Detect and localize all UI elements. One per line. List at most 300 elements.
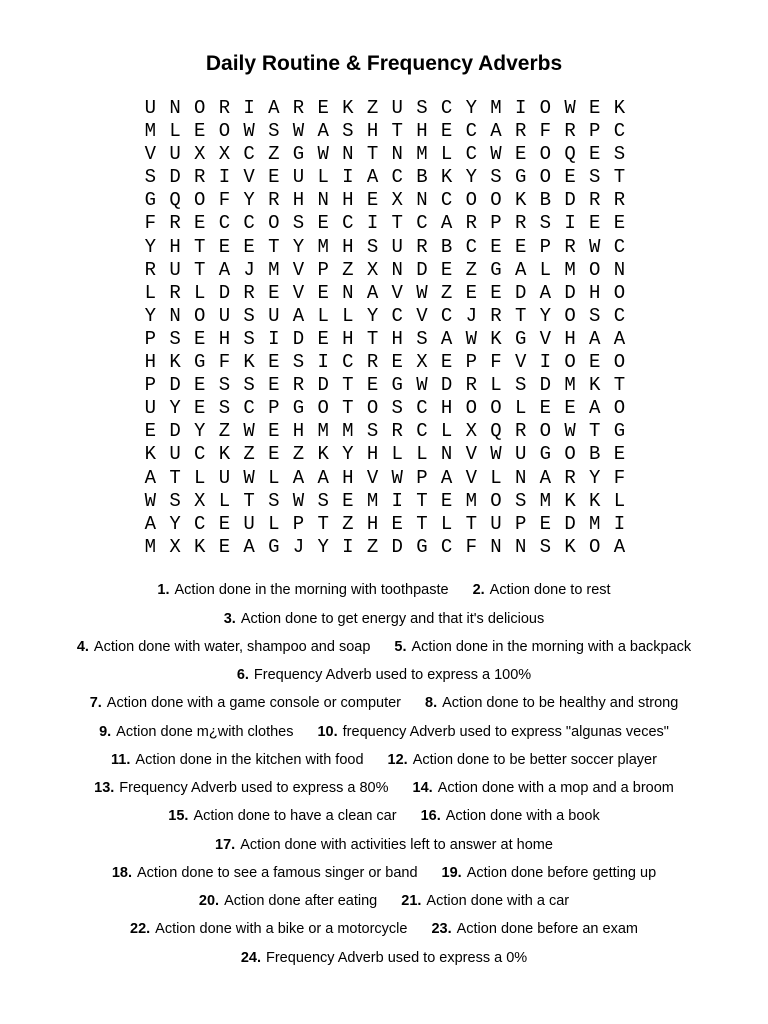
grid-letter[interactable]: Q <box>564 143 576 166</box>
grid-letter[interactable]: D <box>564 189 576 212</box>
grid-letter[interactable]: N <box>169 97 181 119</box>
grid-letter[interactable]: C <box>391 166 403 189</box>
grid-letter[interactable]: G <box>490 258 502 281</box>
grid-letter[interactable]: G <box>292 397 305 420</box>
grid-letter[interactable]: Q <box>169 189 181 212</box>
grid-letter[interactable]: W <box>243 420 255 443</box>
grid-letter[interactable]: O <box>317 397 329 420</box>
grid-letter[interactable]: D <box>514 281 527 304</box>
grid-letter[interactable]: R <box>218 97 231 119</box>
grid-letter[interactable]: Z <box>342 512 354 535</box>
grid-letter[interactable]: M <box>342 420 354 443</box>
grid-letter[interactable]: I <box>218 166 231 189</box>
grid-letter[interactable]: O <box>465 397 477 420</box>
grid-letter[interactable]: I <box>391 489 403 512</box>
grid-letter[interactable]: D <box>564 281 576 304</box>
grid-letter[interactable]: C <box>465 120 477 143</box>
grid-letter[interactable]: V <box>292 281 305 304</box>
grid-letter[interactable]: H <box>366 443 379 466</box>
grid-letter[interactable]: E <box>194 397 206 420</box>
grid-letter[interactable]: O <box>564 304 576 327</box>
grid-letter[interactable]: O <box>194 189 206 212</box>
grid-letter[interactable]: E <box>218 512 231 535</box>
grid-letter[interactable]: L <box>613 489 626 512</box>
grid-letter[interactable]: P <box>268 397 280 420</box>
grid-letter[interactable]: E <box>366 189 379 212</box>
grid-letter[interactable]: R <box>391 420 403 443</box>
grid-letter[interactable]: X <box>366 258 379 281</box>
grid-letter[interactable]: T <box>391 212 403 235</box>
grid-letter[interactable]: S <box>366 235 379 258</box>
grid-letter[interactable]: U <box>169 258 181 281</box>
grid-letter[interactable]: S <box>243 374 255 397</box>
grid-letter[interactable]: V <box>243 166 255 189</box>
grid-letter[interactable]: R <box>243 281 255 304</box>
grid-letter[interactable]: H <box>416 120 428 143</box>
grid-letter[interactable]: Y <box>243 189 255 212</box>
grid-letter[interactable]: Y <box>465 97 477 119</box>
grid-letter[interactable]: I <box>564 212 576 235</box>
grid-letter[interactable]: A <box>539 281 552 304</box>
grid-letter[interactable]: X <box>169 535 181 558</box>
grid-letter[interactable]: A <box>514 258 527 281</box>
grid-letter[interactable]: E <box>268 281 280 304</box>
grid-letter[interactable]: L <box>144 281 157 304</box>
grid-letter[interactable]: T <box>194 235 206 258</box>
grid-letter[interactable]: P <box>144 327 157 350</box>
grid-letter[interactable]: P <box>465 351 477 374</box>
grid-letter[interactable]: K <box>243 351 255 374</box>
grid-letter[interactable]: T <box>613 374 626 397</box>
grid-letter[interactable]: N <box>317 189 329 212</box>
grid-letter[interactable]: Y <box>539 304 552 327</box>
grid-letter[interactable]: O <box>218 120 231 143</box>
grid-letter[interactable]: W <box>317 143 329 166</box>
grid-letter[interactable]: S <box>144 166 157 189</box>
grid-letter[interactable]: O <box>539 97 552 119</box>
grid-letter[interactable]: H <box>342 466 354 489</box>
grid-letter[interactable]: N <box>490 535 502 558</box>
grid-letter[interactable]: S <box>218 397 231 420</box>
grid-letter[interactable]: A <box>317 120 329 143</box>
grid-letter[interactable]: L <box>342 304 354 327</box>
grid-letter[interactable]: G <box>194 351 206 374</box>
grid-letter[interactable]: R <box>465 212 477 235</box>
grid-letter[interactable]: O <box>564 443 576 466</box>
grid-letter[interactable]: P <box>317 258 329 281</box>
grid-letter[interactable]: O <box>589 258 601 281</box>
grid-letter[interactable]: L <box>514 397 527 420</box>
grid-letter[interactable]: E <box>342 489 354 512</box>
grid-letter[interactable]: P <box>292 512 305 535</box>
grid-letter[interactable]: A <box>268 97 280 119</box>
grid-letter[interactable]: O <box>366 397 379 420</box>
grid-letter[interactable]: E <box>514 143 527 166</box>
grid-letter[interactable]: S <box>416 97 428 119</box>
grid-letter[interactable]: M <box>144 120 157 143</box>
grid-letter[interactable]: Z <box>268 143 280 166</box>
grid-letter[interactable]: R <box>564 466 576 489</box>
grid-letter[interactable]: Z <box>243 443 255 466</box>
grid-letter[interactable]: S <box>243 304 255 327</box>
grid-letter[interactable]: F <box>144 212 157 235</box>
grid-letter[interactable]: Z <box>366 535 379 558</box>
grid-letter[interactable]: X <box>194 143 206 166</box>
grid-letter[interactable]: Y <box>194 420 206 443</box>
grid-letter[interactable]: F <box>218 351 231 374</box>
grid-letter[interactable]: O <box>589 535 601 558</box>
grid-letter[interactable]: A <box>539 466 552 489</box>
grid-letter[interactable]: R <box>514 212 527 235</box>
grid-letter[interactable]: H <box>366 512 379 535</box>
grid-letter[interactable]: V <box>416 304 428 327</box>
grid-letter[interactable]: C <box>465 235 477 258</box>
grid-letter[interactable]: S <box>514 489 527 512</box>
grid-letter[interactable]: E <box>194 212 206 235</box>
grid-letter[interactable]: M <box>589 512 601 535</box>
grid-letter[interactable]: E <box>194 374 206 397</box>
grid-letter[interactable]: W <box>490 143 502 166</box>
grid-letter[interactable]: N <box>391 258 403 281</box>
grid-letter[interactable]: E <box>366 374 379 397</box>
grid-letter[interactable]: L <box>194 281 206 304</box>
grid-letter[interactable]: L <box>490 374 502 397</box>
grid-letter[interactable]: O <box>564 351 576 374</box>
grid-letter[interactable]: N <box>613 258 626 281</box>
grid-letter[interactable]: R <box>144 258 157 281</box>
grid-letter[interactable]: E <box>194 120 206 143</box>
grid-letter[interactable]: I <box>342 535 354 558</box>
grid-letter[interactable]: H <box>342 189 354 212</box>
grid-letter[interactable]: G <box>292 143 305 166</box>
grid-letter[interactable]: C <box>613 304 626 327</box>
grid-letter[interactable]: A <box>440 466 453 489</box>
grid-letter[interactable]: C <box>391 304 403 327</box>
grid-letter[interactable]: I <box>366 212 379 235</box>
grid-letter[interactable]: T <box>391 120 403 143</box>
grid-letter[interactable]: E <box>317 327 329 350</box>
grid-letter[interactable]: W <box>465 327 477 350</box>
grid-letter[interactable]: U <box>490 512 502 535</box>
grid-letter[interactable]: V <box>539 327 552 350</box>
grid-letter[interactable]: V <box>366 466 379 489</box>
grid-letter[interactable]: R <box>194 166 206 189</box>
grid-letter[interactable]: C <box>342 212 354 235</box>
grid-letter[interactable]: T <box>342 374 354 397</box>
grid-letter[interactable]: A <box>613 535 626 558</box>
grid-letter[interactable]: F <box>539 120 552 143</box>
grid-letter[interactable]: G <box>514 327 527 350</box>
grid-letter[interactable]: T <box>366 327 379 350</box>
grid-letter[interactable]: T <box>169 466 181 489</box>
grid-letter[interactable]: P <box>514 512 527 535</box>
grid-letter[interactable]: U <box>144 97 157 119</box>
grid-letter[interactable]: H <box>391 327 403 350</box>
grid-letter[interactable]: Z <box>218 420 231 443</box>
grid-letter[interactable]: Y <box>317 535 329 558</box>
grid-letter[interactable]: U <box>268 304 280 327</box>
grid-letter[interactable]: I <box>342 166 354 189</box>
grid-letter[interactable]: U <box>243 512 255 535</box>
grid-letter[interactable]: D <box>169 420 181 443</box>
grid-letter[interactable]: S <box>391 397 403 420</box>
grid-letter[interactable]: E <box>589 97 601 119</box>
grid-letter[interactable]: V <box>465 466 477 489</box>
grid-letter[interactable]: E <box>539 512 552 535</box>
grid-letter[interactable]: S <box>292 351 305 374</box>
grid-letter[interactable]: K <box>564 489 576 512</box>
grid-letter[interactable]: S <box>589 166 601 189</box>
grid-letter[interactable]: U <box>514 443 527 466</box>
grid-letter[interactable]: E <box>564 166 576 189</box>
grid-letter[interactable]: D <box>317 374 329 397</box>
grid-letter[interactable]: L <box>317 166 329 189</box>
grid-letter[interactable]: E <box>268 166 280 189</box>
grid-letter[interactable]: P <box>539 235 552 258</box>
grid-letter[interactable]: D <box>169 166 181 189</box>
grid-letter[interactable]: P <box>416 466 428 489</box>
grid-letter[interactable]: X <box>416 351 428 374</box>
grid-letter[interactable]: F <box>465 535 477 558</box>
grid-letter[interactable]: E <box>490 235 502 258</box>
grid-letter[interactable]: K <box>589 489 601 512</box>
grid-letter[interactable]: R <box>589 189 601 212</box>
grid-letter[interactable]: T <box>268 235 280 258</box>
grid-letter[interactable]: O <box>539 420 552 443</box>
grid-letter[interactable]: J <box>292 535 305 558</box>
grid-letter[interactable]: S <box>589 304 601 327</box>
grid-letter[interactable]: F <box>218 189 231 212</box>
grid-letter[interactable]: E <box>440 258 453 281</box>
grid-letter[interactable]: E <box>613 212 626 235</box>
grid-letter[interactable]: G <box>539 443 552 466</box>
grid-letter[interactable]: F <box>613 466 626 489</box>
grid-letter[interactable]: W <box>391 466 403 489</box>
grid-letter[interactable]: E <box>490 281 502 304</box>
grid-letter[interactable]: V <box>144 143 157 166</box>
grid-letter[interactable]: C <box>440 535 453 558</box>
grid-letter[interactable]: B <box>440 235 453 258</box>
grid-letter[interactable]: T <box>589 420 601 443</box>
grid-letter[interactable]: C <box>243 212 255 235</box>
grid-letter[interactable]: Z <box>342 258 354 281</box>
grid-letter[interactable]: E <box>218 535 231 558</box>
grid-letter[interactable]: A <box>589 327 601 350</box>
grid-letter[interactable]: O <box>490 397 502 420</box>
grid-letter[interactable]: P <box>589 120 601 143</box>
grid-letter[interactable]: S <box>539 535 552 558</box>
grid-letter[interactable]: L <box>391 443 403 466</box>
grid-letter[interactable]: C <box>613 120 626 143</box>
grid-letter[interactable]: U <box>169 143 181 166</box>
grid-letter[interactable]: S <box>366 420 379 443</box>
grid-letter[interactable]: A <box>317 466 329 489</box>
grid-letter[interactable]: O <box>465 189 477 212</box>
grid-letter[interactable]: K <box>144 443 157 466</box>
grid-letter[interactable]: U <box>144 397 157 420</box>
grid-letter[interactable]: C <box>194 512 206 535</box>
grid-letter[interactable]: S <box>243 327 255 350</box>
grid-letter[interactable]: R <box>292 97 305 119</box>
grid-letter[interactable]: U <box>292 166 305 189</box>
grid-letter[interactable]: R <box>292 374 305 397</box>
grid-letter[interactable]: W <box>292 489 305 512</box>
grid-letter[interactable]: E <box>440 489 453 512</box>
grid-letter[interactable]: L <box>416 443 428 466</box>
grid-letter[interactable]: K <box>490 327 502 350</box>
grid-letter[interactable]: G <box>613 420 626 443</box>
grid-letter[interactable]: A <box>440 327 453 350</box>
grid-letter[interactable]: K <box>194 535 206 558</box>
grid-letter[interactable]: Y <box>144 235 157 258</box>
grid-letter[interactable]: Z <box>366 97 379 119</box>
grid-letter[interactable]: Z <box>440 281 453 304</box>
grid-letter[interactable]: E <box>539 397 552 420</box>
grid-letter[interactable]: E <box>268 443 280 466</box>
grid-letter[interactable]: Y <box>144 304 157 327</box>
grid-letter[interactable]: T <box>514 304 527 327</box>
grid-letter[interactable]: I <box>613 512 626 535</box>
grid-letter[interactable]: U <box>218 466 231 489</box>
grid-letter[interactable]: K <box>169 351 181 374</box>
grid-letter[interactable]: Y <box>589 466 601 489</box>
grid-letter[interactable]: D <box>218 281 231 304</box>
grid-letter[interactable]: E <box>194 327 206 350</box>
grid-letter[interactable]: C <box>440 97 453 119</box>
grid-letter[interactable]: B <box>416 166 428 189</box>
grid-letter[interactable]: K <box>342 97 354 119</box>
grid-letter[interactable]: E <box>218 235 231 258</box>
grid-letter[interactable]: E <box>317 97 329 119</box>
grid-letter[interactable]: S <box>514 374 527 397</box>
grid-letter[interactable]: V <box>292 258 305 281</box>
grid-letter[interactable]: A <box>440 212 453 235</box>
grid-letter[interactable]: R <box>465 374 477 397</box>
grid-letter[interactable]: A <box>366 166 379 189</box>
grid-letter[interactable]: C <box>194 443 206 466</box>
grid-letter[interactable]: S <box>268 120 280 143</box>
grid-letter[interactable]: W <box>243 120 255 143</box>
grid-letter[interactable]: S <box>169 327 181 350</box>
grid-letter[interactable]: R <box>564 120 576 143</box>
grid-letter[interactable]: L <box>440 420 453 443</box>
grid-letter[interactable]: M <box>416 143 428 166</box>
grid-letter[interactable]: V <box>391 281 403 304</box>
grid-letter[interactable]: L <box>317 304 329 327</box>
grid-letter[interactable]: M <box>144 535 157 558</box>
grid-letter[interactable]: Y <box>169 397 181 420</box>
grid-letter[interactable]: N <box>514 466 527 489</box>
grid-letter[interactable]: R <box>514 420 527 443</box>
grid-letter[interactable]: E <box>243 235 255 258</box>
grid-letter[interactable]: K <box>564 535 576 558</box>
grid-letter[interactable]: D <box>292 327 305 350</box>
grid-letter[interactable]: C <box>218 212 231 235</box>
grid-letter[interactable]: N <box>416 189 428 212</box>
grid-letter[interactable]: M <box>539 489 552 512</box>
grid-letter[interactable]: T <box>613 166 626 189</box>
grid-letter[interactable]: H <box>144 351 157 374</box>
grid-letter[interactable]: A <box>490 120 502 143</box>
grid-letter[interactable]: E <box>440 120 453 143</box>
grid-letter[interactable]: K <box>589 374 601 397</box>
grid-letter[interactable]: E <box>317 281 329 304</box>
grid-letter[interactable]: W <box>564 420 576 443</box>
grid-letter[interactable]: X <box>465 420 477 443</box>
grid-letter[interactable]: A <box>292 304 305 327</box>
grid-letter[interactable]: O <box>613 281 626 304</box>
grid-letter[interactable]: S <box>342 120 354 143</box>
grid-letter[interactable]: I <box>243 97 255 119</box>
grid-letter[interactable]: E <box>268 420 280 443</box>
grid-letter[interactable]: C <box>342 351 354 374</box>
grid-letter[interactable]: O <box>268 212 280 235</box>
grid-letter[interactable]: A <box>613 327 626 350</box>
grid-letter[interactable]: U <box>169 443 181 466</box>
grid-letter[interactable]: J <box>243 258 255 281</box>
grid-letter[interactable]: F <box>490 351 502 374</box>
grid-letter[interactable]: L <box>169 120 181 143</box>
grid-letter[interactable]: S <box>317 489 329 512</box>
grid-letter[interactable]: G <box>391 374 403 397</box>
grid-letter[interactable]: G <box>416 535 428 558</box>
grid-letter[interactable]: Y <box>465 166 477 189</box>
grid-letter[interactable]: P <box>490 212 502 235</box>
grid-letter[interactable]: C <box>440 304 453 327</box>
grid-letter[interactable]: E <box>514 235 527 258</box>
grid-letter[interactable]: X <box>218 143 231 166</box>
grid-letter[interactable]: R <box>613 189 626 212</box>
grid-letter[interactable]: X <box>391 189 403 212</box>
grid-letter[interactable]: G <box>268 535 280 558</box>
grid-letter[interactable]: S <box>490 166 502 189</box>
grid-letter[interactable]: C <box>416 212 428 235</box>
grid-letter[interactable]: H <box>564 327 576 350</box>
grid-letter[interactable]: E <box>589 143 601 166</box>
grid-letter[interactable]: R <box>490 304 502 327</box>
grid-letter[interactable]: T <box>465 512 477 535</box>
grid-letter[interactable]: O <box>490 189 502 212</box>
grid-letter[interactable]: T <box>366 143 379 166</box>
grid-letter[interactable]: O <box>539 166 552 189</box>
grid-letter[interactable]: X <box>194 489 206 512</box>
grid-letter[interactable]: E <box>144 420 157 443</box>
grid-letter[interactable]: A <box>589 397 601 420</box>
grid-letter[interactable]: D <box>169 374 181 397</box>
grid-letter[interactable]: H <box>366 120 379 143</box>
grid-letter[interactable]: O <box>613 351 626 374</box>
grid-letter[interactable]: H <box>292 420 305 443</box>
grid-letter[interactable]: H <box>169 235 181 258</box>
grid-letter[interactable]: W <box>416 281 428 304</box>
grid-letter[interactable]: R <box>366 351 379 374</box>
grid-letter[interactable]: P <box>144 374 157 397</box>
grid-letter[interactable]: J <box>465 304 477 327</box>
grid-letter[interactable]: N <box>342 281 354 304</box>
grid-letter[interactable]: E <box>391 512 403 535</box>
grid-letter[interactable]: A <box>292 466 305 489</box>
grid-letter[interactable]: L <box>218 489 231 512</box>
grid-letter[interactable]: R <box>169 281 181 304</box>
grid-letter[interactable]: M <box>564 374 576 397</box>
grid-letter[interactable]: A <box>144 512 157 535</box>
grid-letter[interactable]: M <box>268 258 280 281</box>
grid-letter[interactable]: O <box>539 143 552 166</box>
grid-letter[interactable]: N <box>514 535 527 558</box>
grid-letter[interactable]: T <box>342 397 354 420</box>
grid-letter[interactable]: U <box>391 97 403 119</box>
grid-letter[interactable]: S <box>169 489 181 512</box>
